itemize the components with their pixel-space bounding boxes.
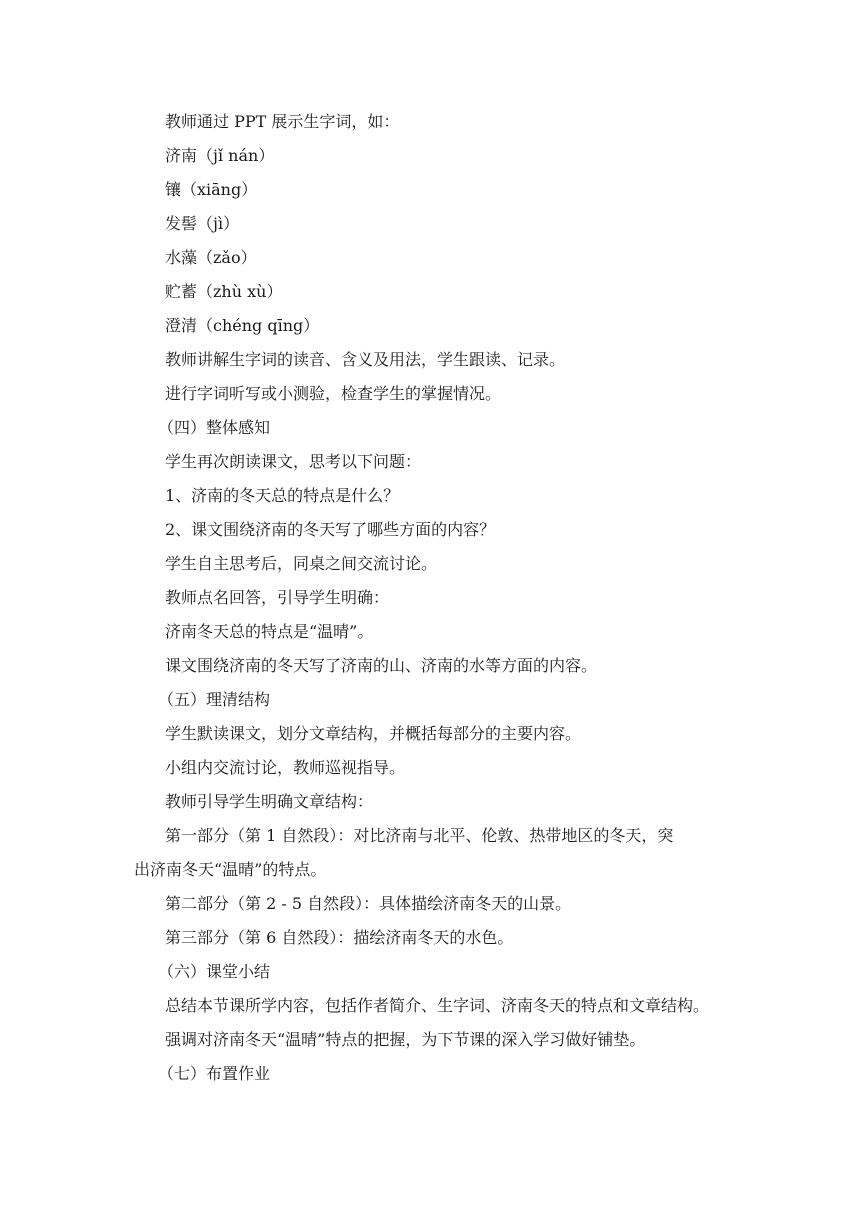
text-line: 学生自主思考后，同桌之间交流讨论。 <box>165 554 438 573</box>
structure-item: 第一部分（第 1 自然段）：对比济南与北平、伦敦、热带地区的冬天，突 <box>165 826 674 845</box>
vocab-item: 济南（jǐ nán） <box>165 146 275 165</box>
text-line: 教师讲解生字词的读音、含义及用法，学生跟读、记录。 <box>165 350 566 369</box>
text-line: 学生默读课文，划分文章结构，并概括每部分的主要内容。 <box>165 724 582 743</box>
text-line: 小组内交流讨论，教师巡视指导。 <box>165 758 406 777</box>
text-line: 总结本节课所学内容，包括作者简介、生字词、济南冬天的特点和文章结构。 <box>165 996 710 1015</box>
text-line: 济南冬天总的特点是“温晴”。 <box>165 622 374 641</box>
text-line: 强调对济南冬天“温晴”特点的把握，为下节课的深入学习做好铺垫。 <box>165 1030 646 1049</box>
section-heading: （四）整体感知 <box>158 418 271 437</box>
vocab-item: 镶（xiāng） <box>165 180 258 199</box>
vocab-item: 贮蓄（zhù xù） <box>165 282 283 301</box>
section-heading: （七）布置作业 <box>158 1064 271 1083</box>
vocab-item: 澄清（chéng qīng） <box>165 316 320 335</box>
text-line: 学生再次朗读课文，思考以下问题： <box>165 452 422 471</box>
text-line: 课文围绕济南的冬天写了济南的山、济南的水等方面的内容。 <box>165 656 598 675</box>
text-line: 教师通过 PPT 展示生字词，如： <box>165 112 400 131</box>
vocab-item: 发髻（jì） <box>165 214 240 233</box>
section-heading: （五）理清结构 <box>158 690 271 709</box>
vocab-item: 水藻（zǎo） <box>165 248 257 267</box>
text-line: 进行字词听写或小测验，检查学生的掌握情况。 <box>165 384 502 403</box>
text-line: 教师引导学生明确文章结构： <box>165 792 374 811</box>
structure-item: 第三部分（第 6 自然段）：描绘济南冬天的水色。 <box>165 928 514 947</box>
section-heading: （六）课堂小结 <box>158 962 271 981</box>
question-item: 2、课文围绕济南的冬天写了哪些方面的内容？ <box>165 520 496 539</box>
structure-item-continued: 出济南冬天“温晴”的特点。 <box>134 860 327 879</box>
question-item: 1、济南的冬天总的特点是什么？ <box>165 486 400 505</box>
structure-item: 第二部分（第 2 - 5 自然段）：具体描绘济南冬天的山景。 <box>165 894 572 913</box>
text-line: 教师点名回答，引导学生明确： <box>165 588 390 607</box>
